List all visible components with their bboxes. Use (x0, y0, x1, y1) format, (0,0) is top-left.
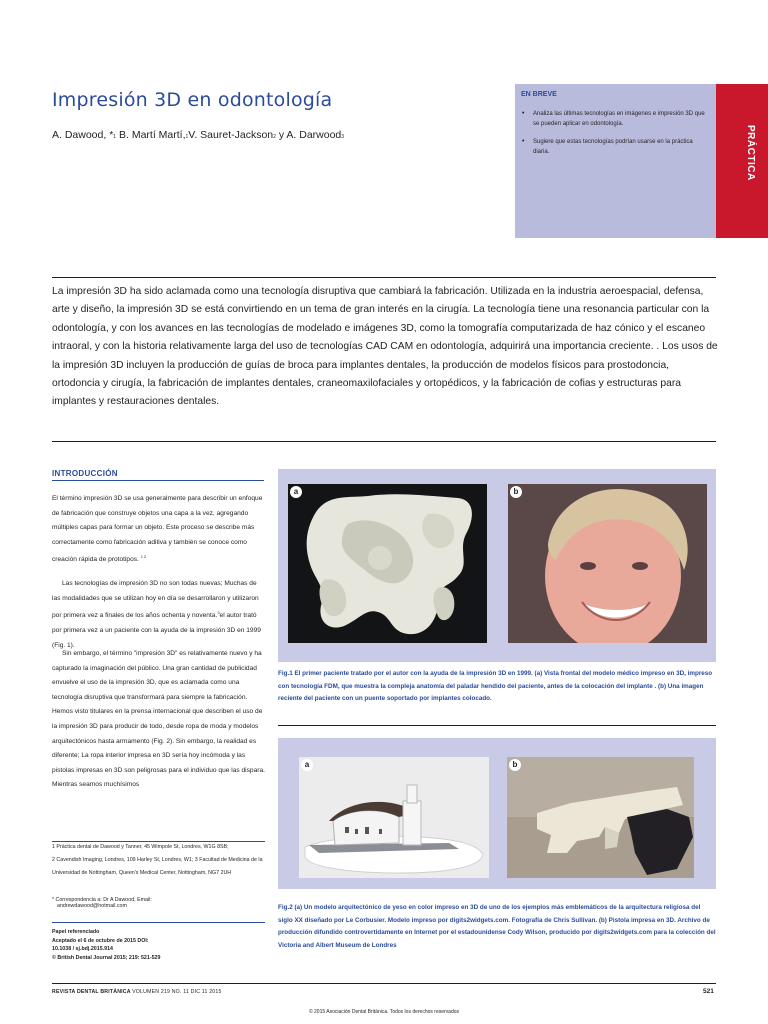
intro-paragraph-2 (52, 577, 265, 653)
section-heading-rule (52, 480, 264, 481)
copyright-notice: © 2015 Asociación Dental Británica. Todos los derechos reservados (308, 1009, 460, 1015)
intro-paragraph-1 (52, 492, 265, 568)
article-title: Impresión 3D en odontología (52, 89, 333, 111)
in-brief-heading: EN BREVE (521, 91, 557, 98)
affiliation-mark: 2 (273, 134, 276, 140)
section-tab-label: PRÁCTICA (745, 125, 756, 181)
accepted-date: Aceptado el 6 de octubre de 2015 DOI: (52, 937, 149, 944)
in-brief-item: • Analiza las últimas tecnologías en imágenes e impresión 3D que se pueden aplicar en odontología. (521, 109, 709, 129)
footnote-affiliation-2 (52, 854, 265, 880)
reference-mark: 3 (217, 610, 220, 616)
patient-portrait-graphic (508, 484, 707, 643)
article-meta (52, 928, 265, 962)
figure-1-caption: Fig.1 El primer paciente tratado por el autor con la ayuda de la impresión 3D en 1999. (a) Vista frontal del modelo médico impreso en 3D, impreso con tecnología FDM, que muestra la compleja anatomía del paladar hendido del paciente, antes de la colocación del implante . (b) Una imagen reciente del paciente con un puente soportado por implantes colocado. (278, 670, 713, 703)
footnote-text: * Correspondencia a: Dr A Dawood, Email: (52, 897, 152, 903)
figure-panel-label: a (290, 486, 302, 498)
divider (52, 277, 716, 278)
author-3: V. Sauret-Jackson (188, 129, 274, 141)
footer-journal (52, 989, 222, 995)
citation: © British Dental Journal 2015; 219: 521-529 (52, 954, 161, 961)
doi: 10.1038 / sj.bdj.2015.914 (52, 946, 113, 952)
author-2: B. Martí Martí, (119, 129, 186, 141)
footnote-correspondence (52, 897, 265, 909)
figure-2 (278, 738, 716, 889)
figure-1b-image (508, 484, 707, 643)
paragraph-text: Las tecnologías de impresión 3D no son todas nuevas; Muchas de las modalidades que se utilizan hoy en día se desarrollaron y utilizaron por primera vez a finales de los años ochenta y noventa. (52, 580, 259, 620)
affiliation-mark: 1 (185, 134, 189, 140)
section-tab (716, 84, 768, 238)
journal-name: REVISTA DENTAL BRITÁNICA (52, 989, 131, 995)
footer-rule (52, 983, 716, 984)
figure-2a-image (299, 757, 489, 878)
divider (278, 725, 716, 726)
figure-1 (278, 469, 716, 662)
affiliation-mark: 1 (113, 134, 117, 140)
footnote-email: andrewdawood@hotmail.com (57, 903, 127, 909)
figure-1a-image (288, 484, 487, 643)
paragraph-text: El término impresión 3D se usa generalmente para describir un enfoque de fabricación que construye objetos una capa a la vez, agregando múltiples capas para formar un objeto. Este proceso se describe más correctamente como fabricación aditiva y también se conoce como creación rápida de prototipos. (52, 495, 263, 564)
pistol-graphic (507, 757, 694, 878)
reference-mark: 1 2 (140, 554, 147, 560)
architectural-model-graphic (299, 757, 489, 878)
page-number: 521 (703, 988, 714, 995)
abstract: La impresión 3D ha sido aclamada como una tecnología disruptiva que cambiará la fabricación. Utilizada en la industria aeroespacial, defensa, arte y diseño, la impresión 3D se está convirtiendo en un tema de gran interés en la cirugía. La tecnología tiene una resonancia particular con la odontología, y con los avances en las tecnologías de modelado e imágenes 3D, como la tomografía computarizada de haz cónico y el escaneo intraoral, y con la historia relativamente larga del uso de tecnologías CAD CAM en odontología, adquirirá una importancia creciente. . Los usos de la impresión 3D incluyen la producción de guías de broca para implantes dentales, la producción de modelos físicos para prostodoncia, ortodoncia y cirugía, la fabricación de implantes dentales, craneomaxilofaciales y ortopédicos, y la fabricación de cofias y estructuras para implantes y restauraciones dentales. (52, 286, 718, 408)
author-4: y A. Darwood (278, 129, 342, 141)
intro-paragraph-3 (52, 647, 265, 793)
meta-rule (52, 922, 265, 923)
figure-panel-label: b (509, 759, 521, 771)
author-1: A. Dawood, * (52, 129, 114, 141)
paragraph-text: Sin embargo, el término "impresión 3D" es relativamente nuevo y ha capturado la imaginación del público. Una gran cantidad de publicidad envuelve el uso de la impresión 3D, que es aclamada como una tecnología disruptiva que transformará para siempre la fabricación. Hemos visto titulares en la prensa internacional que describen el uso de la impresión 3D para producir de todo, desde ropa de moda y modelos arquitectónicos hasta armamento (Fig. 2). Sin embargo, la realidad es diferente; La ropa interior impresa en 3D sería hoy incómoda y las pistolas impresas en 3D son peligrosas para el individuo que las dispara. Mientras seamos muchísimos (52, 650, 265, 789)
in-brief-item: • Sugiere que estas tecnologías podrían usarse en la práctica diaria. (521, 137, 709, 157)
footnote-affiliation-1 (52, 841, 265, 854)
figure-2-caption: Fig.2 (a) Un modelo arquitectónico de yeso en color impreso en 3D de uno de los ejemplos más emblemáticos de la arquitectura religiosa del siglo XX diseñado por Le Corbusier. Modelo impreso por digits2widgets.com. Fotografía de Chris Sullivan. (b) Pistola impresa en 3D. Archivo de producción difundido controvertidamente en Internet por el estadounidense Cody Wilson, producido por digits2widgets.com para la colección del Victoria and Albert Museum de Londres (278, 904, 716, 949)
journal-issue: VOLUMEN 219 NO. 11 DIC 11 2015 (132, 989, 222, 995)
in-brief-box (515, 84, 716, 238)
footnote-text: 2 Cavendish Imaging, Londres, 109 Harley St, Londres, W1; 3 Facultad de Medicina de la Universidad de Nottingham, Queen's Medical Center, Nottingham, NG7 2UH (52, 857, 263, 876)
paragraph-text: el autor trató por primera vez a un paciente con la ayuda de la impresión 3D en 1999 (Fig. 1). (52, 612, 261, 649)
affiliation-mark: 3 (341, 134, 345, 140)
palate-model-graphic (288, 484, 487, 643)
figure-panel-label: b (510, 486, 522, 498)
figure-2b-image (507, 757, 694, 878)
refereed-label: Papel referenciado (52, 929, 100, 935)
in-brief-list (521, 109, 709, 165)
divider (52, 441, 716, 442)
author-line (52, 129, 344, 141)
footnote-text: 1 Práctica dental de Dawood y Tanner, 45 Wimpole St, Londres, W1G 8SB; (52, 844, 229, 850)
figure-panel-label: a (301, 759, 313, 771)
section-heading: INTRODUCCIÓN (52, 469, 118, 478)
